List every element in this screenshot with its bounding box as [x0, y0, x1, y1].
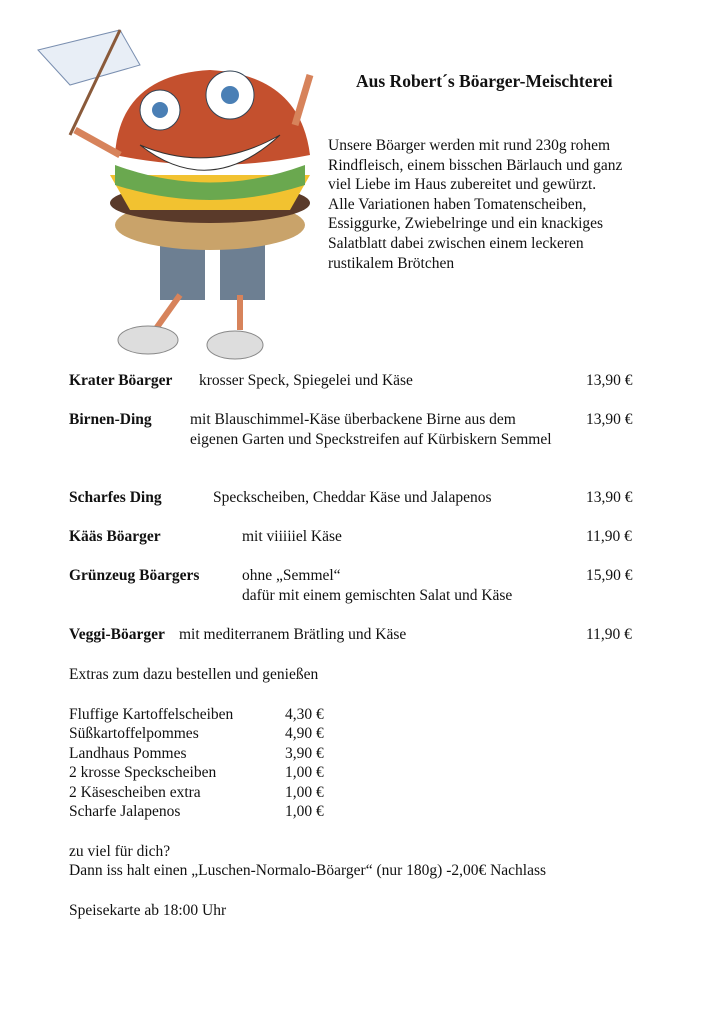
item-name: Scharfes Ding	[69, 489, 162, 506]
extra-price: 1,00 €	[285, 784, 324, 801]
item-desc: krosser Speck, Spiegelei und Käse	[199, 372, 413, 389]
item-name: Krater Böarger	[69, 372, 173, 389]
intro-line: viel Liebe im Haus zubereitet und gewürzt.	[328, 176, 597, 194]
extras-heading: Extras zum dazu bestellen und genießen	[69, 666, 319, 683]
item-price: 11,90 €	[586, 626, 632, 643]
item-name: Veggi-Böarger	[69, 626, 165, 643]
intro-text	[328, 136, 622, 273]
extra-name: Landhaus Pommes	[69, 745, 187, 762]
item-desc: mit mediterranem Brätling und Käse	[179, 626, 407, 643]
extra-price: 1,00 €	[285, 764, 324, 781]
extra-price: 4,90 €	[285, 725, 324, 742]
item-name: Grünzeug Böargers	[69, 567, 200, 584]
extra-price: 1,00 €	[285, 803, 324, 820]
item-desc: Speckscheiben, Cheddar Käse und Jalapenos	[213, 489, 492, 506]
extra-name: Scharfe Jalapenos	[69, 803, 181, 820]
intro-line: Rindfleisch, einem bisschen Bärlauch und ganz	[328, 156, 623, 174]
item-price: 13,90 €	[586, 489, 633, 506]
extra-name: 2 Käsescheiben extra	[69, 784, 201, 801]
intro-line: rustikalem Brötchen	[328, 254, 455, 272]
extra-name: Süßkartoffelpommes	[69, 725, 199, 742]
item-name: Kääs Böarger	[69, 528, 161, 545]
intro-line: Salatblatt dabei zwischen einem leckeren	[328, 234, 584, 252]
intro-line: Unsere Böarger werden mit rund 230g rohem	[328, 137, 611, 154]
item-desc: dafür mit einem gemischten Salat und Käse	[242, 587, 513, 604]
footer-note: zu viel für dich?	[69, 843, 171, 860]
item-price: 13,90 €	[586, 411, 633, 428]
item-desc: eigenen Garten und Speckstreifen auf Kürbiskern Semmel	[190, 431, 552, 448]
extra-price: 3,90 €	[285, 745, 324, 762]
item-desc: mit viiiiiel Käse	[242, 528, 342, 545]
opening-hours: Speisekarte ab 18:00 Uhr	[69, 902, 227, 919]
item-price: 15,90 €	[586, 567, 633, 584]
item-name: Birnen-Ding	[69, 411, 152, 428]
intro-line: Essiggurke, Zwiebelringe und ein knackiges	[328, 215, 604, 233]
item-price: 13,90 €	[586, 372, 633, 389]
item-desc: ohne „Semmel“	[242, 567, 341, 584]
footer-note: Dann iss halt einen „Luschen-Normalo-Böarger“ (nur 180g) -2,00€ Nachlass	[69, 862, 547, 879]
item-desc: mit Blauschimmel-Käse überbackene Birne aus dem	[190, 411, 516, 428]
extra-name: 2 krosse Speckscheiben	[69, 764, 217, 781]
extra-price: 4,30 €	[285, 706, 324, 723]
item-price: 11,90 €	[586, 528, 632, 545]
extra-name: Fluffige Kartoffelscheiben	[69, 706, 234, 723]
menu-title: Aus Robert´s Böarger-Meischterei	[356, 71, 613, 91]
burger-mascot-illustration	[30, 25, 330, 370]
intro-line: Alle Variationen haben Tomatenscheiben,	[328, 195, 587, 213]
